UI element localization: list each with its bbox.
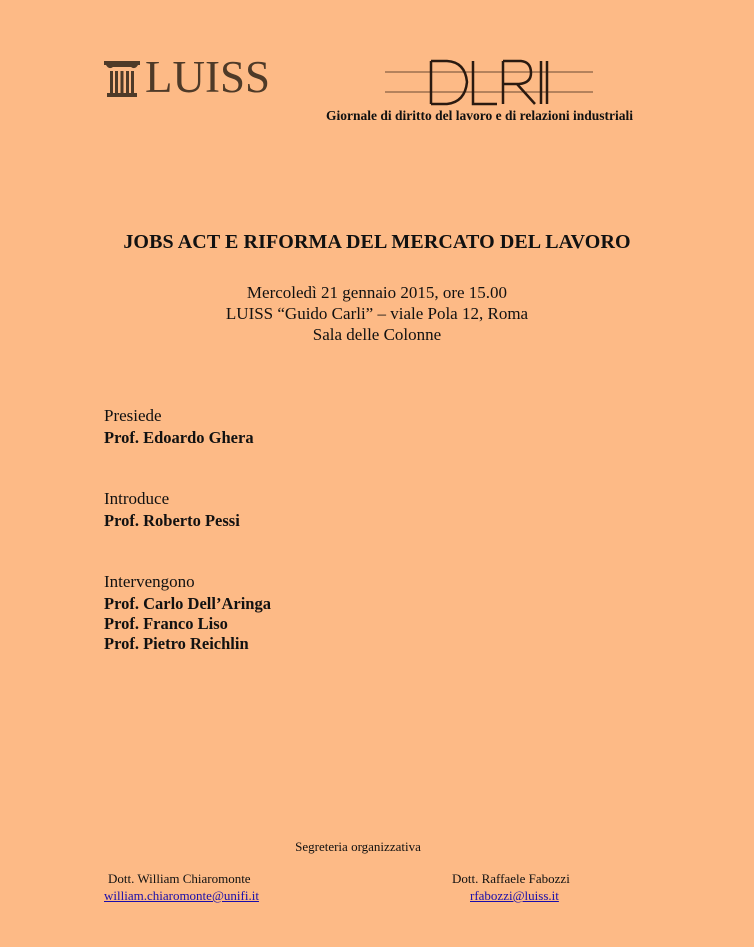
- contact-email-chiaromonte[interactable]: william.chiaromonte@unifi.it: [104, 888, 259, 903]
- luiss-wordmark: LUISS: [145, 52, 271, 102]
- journal-title: Giornale di diritto del lavoro e di relazioni industriali: [326, 108, 634, 123]
- event-room: Sala delle Colonne: [312, 325, 442, 344]
- event-venue: LUISS “Guido Carli” – viale Pola 12, Roma: [225, 304, 529, 323]
- column-icon: [103, 60, 141, 98]
- event-title: JOBS ACT E RIFORMA DEL MERCATO DEL LAVORO: [123, 231, 631, 253]
- chair-name: Prof. Edoardo Ghera: [104, 428, 254, 447]
- event-date: Mercoledì 21 gennaio 2015, ore 15.00: [246, 283, 508, 302]
- speakers-role: Intervengono: [104, 572, 195, 591]
- luiss-logo: [103, 52, 273, 102]
- contact-name-chiaromonte: Dott. William Chiaromonte: [108, 871, 251, 886]
- secretariat-label: Segreteria organizzativa: [295, 839, 421, 854]
- intro-role: Introduce: [104, 489, 170, 508]
- speaker-name: Prof. Franco Liso: [104, 614, 228, 633]
- intro-name: Prof. Roberto Pessi: [104, 511, 240, 530]
- chair-role: Presiede: [104, 406, 162, 425]
- contact-email-fabozzi[interactable]: rfabozzi@luiss.it: [470, 888, 559, 903]
- speaker-name: Prof. Carlo Dell’Aringa: [104, 594, 271, 613]
- speaker-name: Prof. Pietro Reichlin: [104, 634, 249, 653]
- contact-name-fabozzi: Dott. Raffaele Fabozzi: [452, 871, 570, 886]
- dlri-logo: [385, 58, 595, 106]
